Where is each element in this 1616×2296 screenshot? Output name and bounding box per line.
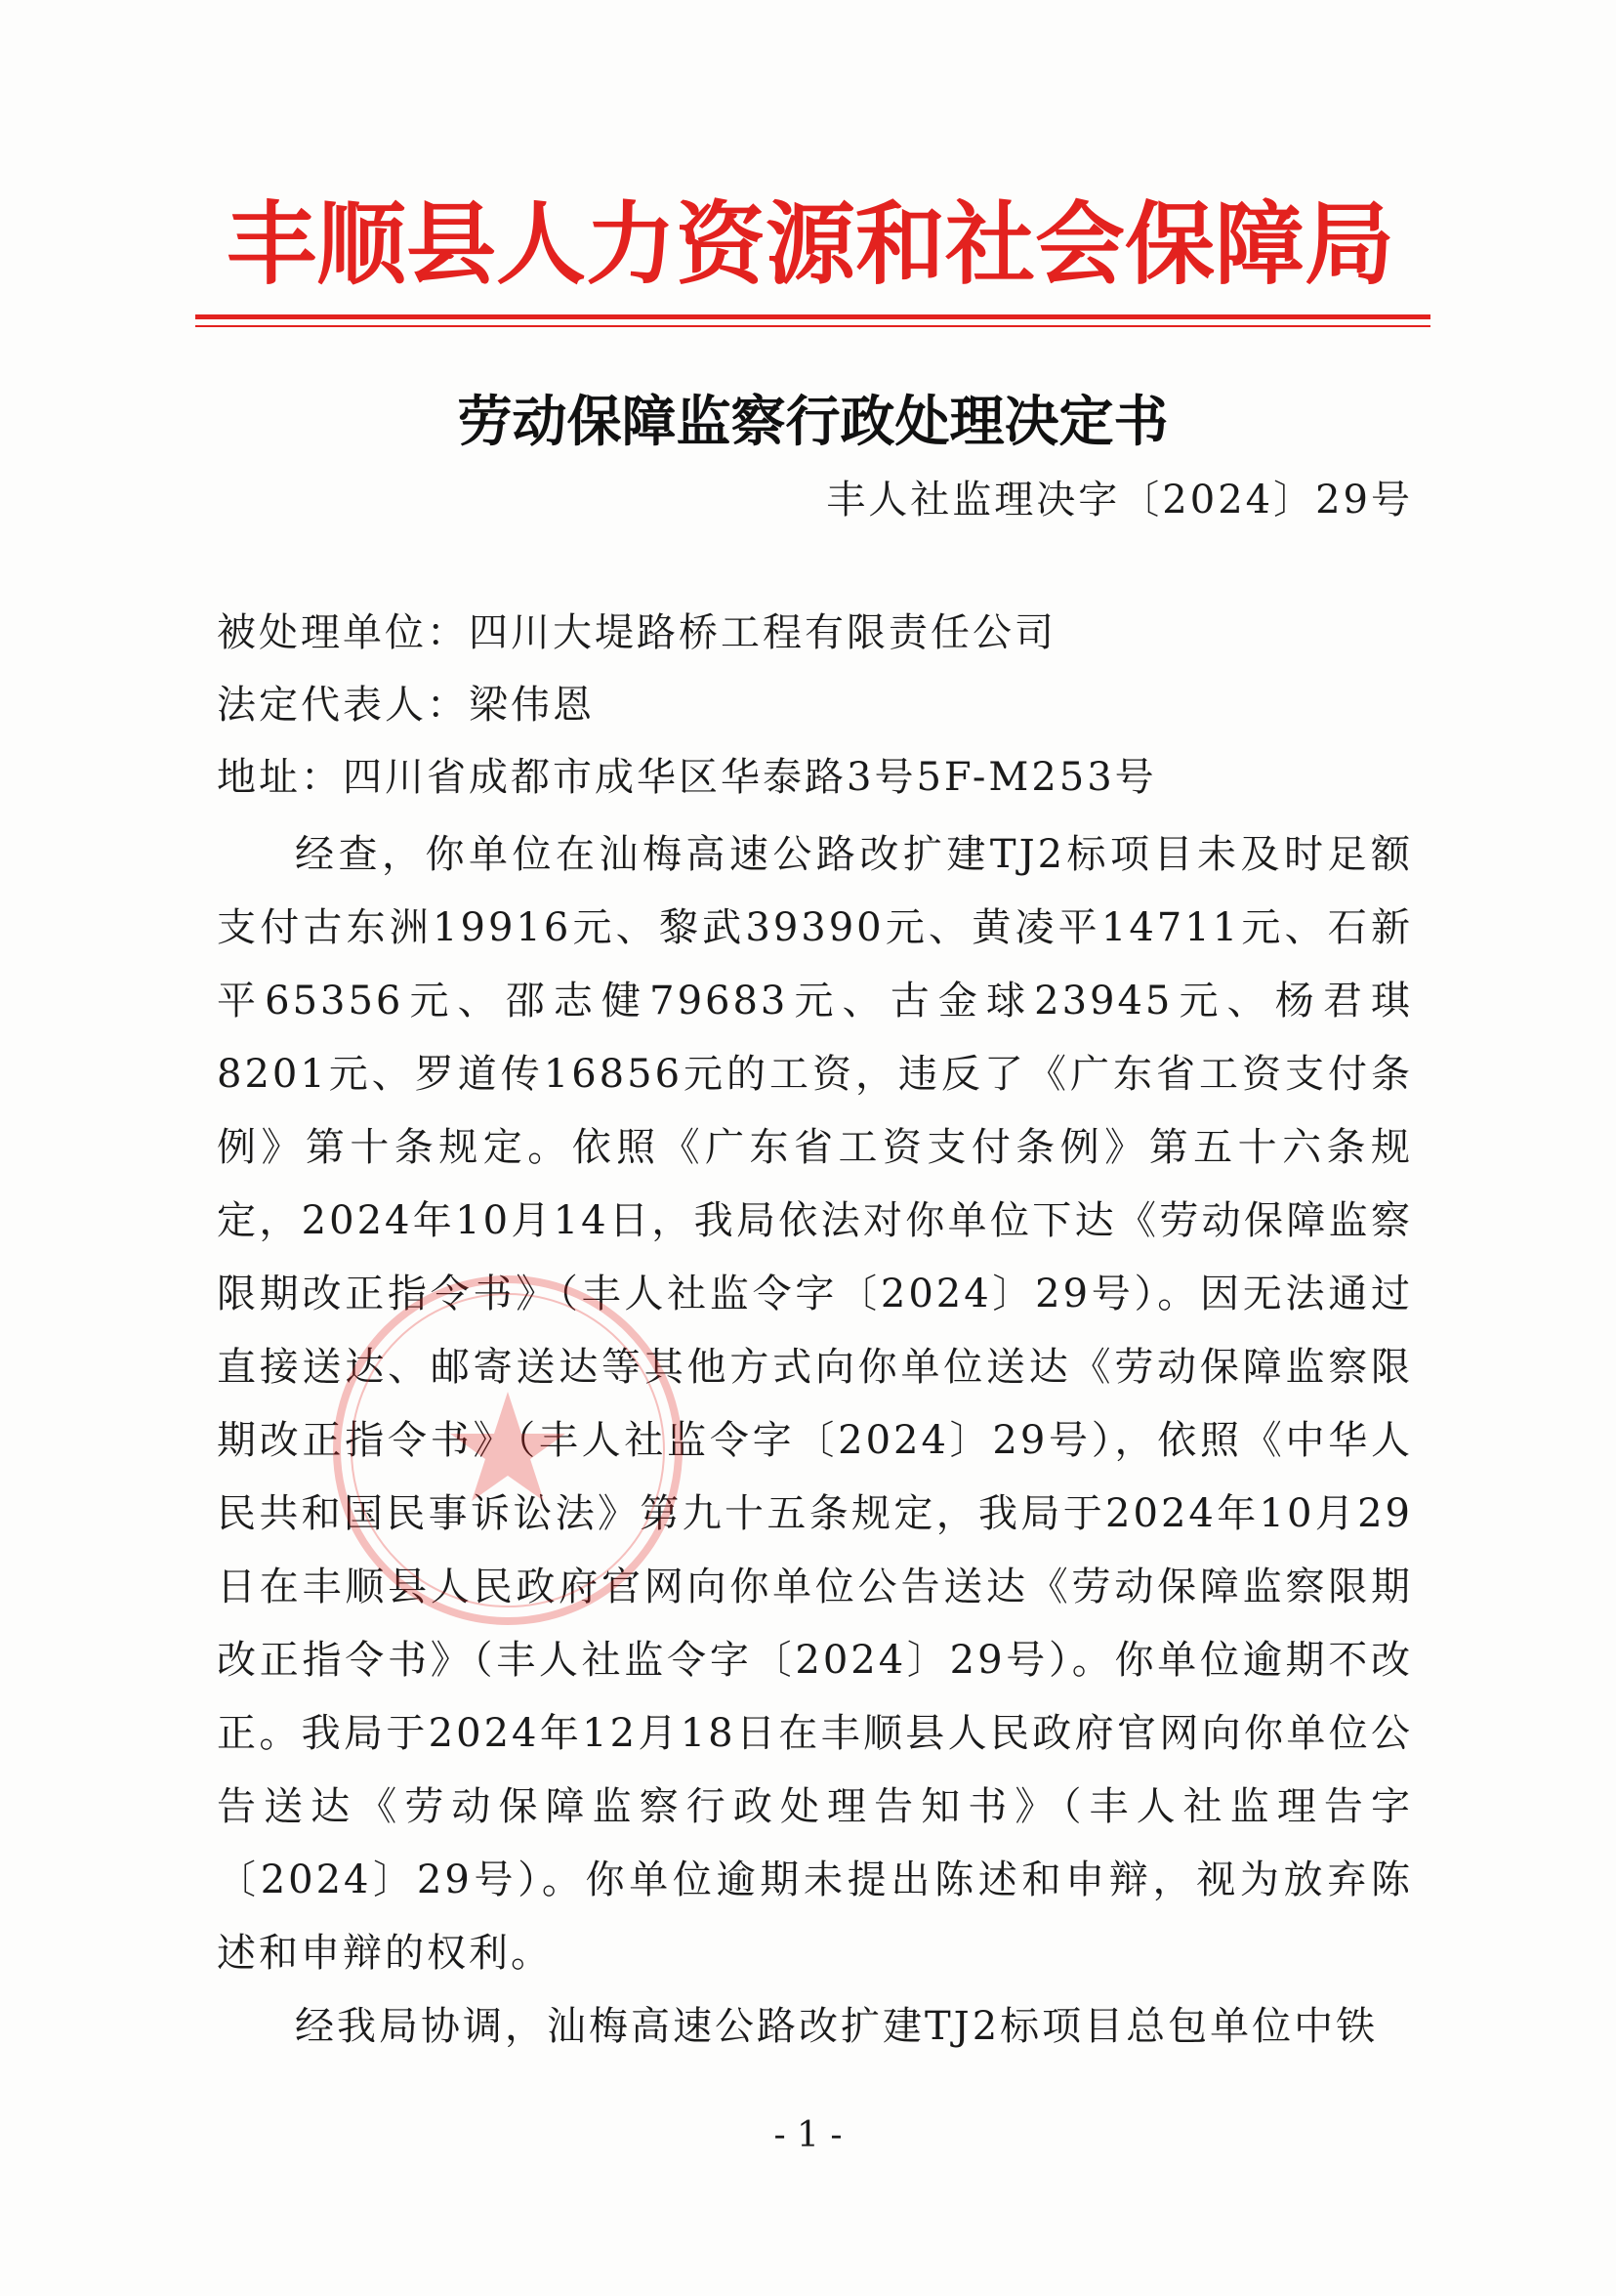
document-body xyxy=(217,818,1413,2064)
document-title: 劳动保障监察行政处理决定书 xyxy=(457,390,1169,454)
body-paragraph-2: 经我局协调，汕梅高速公路改扩建TJ2标项目总包单位中铁 xyxy=(295,2004,1379,2049)
header-rule-thin xyxy=(195,325,1430,327)
handled-unit: 被处理单位：四川大堤路桥工程有限责任公司 xyxy=(217,610,1057,655)
address: 地址：四川省成都市成华区华泰路3号5F-M253号 xyxy=(217,755,1157,800)
document-number: 丰人社监理决字〔2024〕29号 xyxy=(826,478,1413,522)
legal-representative: 法定代表人：梁伟恩 xyxy=(217,683,595,728)
organization-header: 丰顺县人力资源和社会保障局 xyxy=(226,191,1394,297)
header-rule-thick xyxy=(195,314,1430,319)
body-paragraph-1: 经查，你单位在汕梅高速公路改扩建TJ2标项目未及时足额支付古东洲19916元、黎武39390元、黄凌平14711元、石新平65356元、邵志健79683元、古金球23945元、杨君琪8201元、罗道传16856元的工资，违反了《广东省工资支付条例》第十条规定。依照《广东省工资支付条例》第五十六条规定，2024年10月14日，我局依法对你单位下达《劳动保障监察限期改正指令书》（丰人社监令字〔2024〕29号）。因无法通过直接送达、邮寄送达等其他方式向你单位送达《劳动保障监察限期改正指令书》（丰人社监令字〔2024〕29号），依照《中华人民共和国民事诉讼法》第九十五条规定，我局于2024年10月29日在丰顺县人民政府官网向你单位公告送达《劳动保障监察限期改正指令书》（丰人社监令字〔2024〕29号）。你单位逾期不改正。我局于2024年12月18日在丰顺县人民政府官网向你单位公告送达《劳动保障监察行政处理告知书》（丰人社监理告字〔2024〕29号）。你单位逾期未提出陈述和申辩，视为放弃陈述和申辩的权利。 xyxy=(217,832,1413,1976)
page-number: - 1 - xyxy=(773,2115,843,2155)
